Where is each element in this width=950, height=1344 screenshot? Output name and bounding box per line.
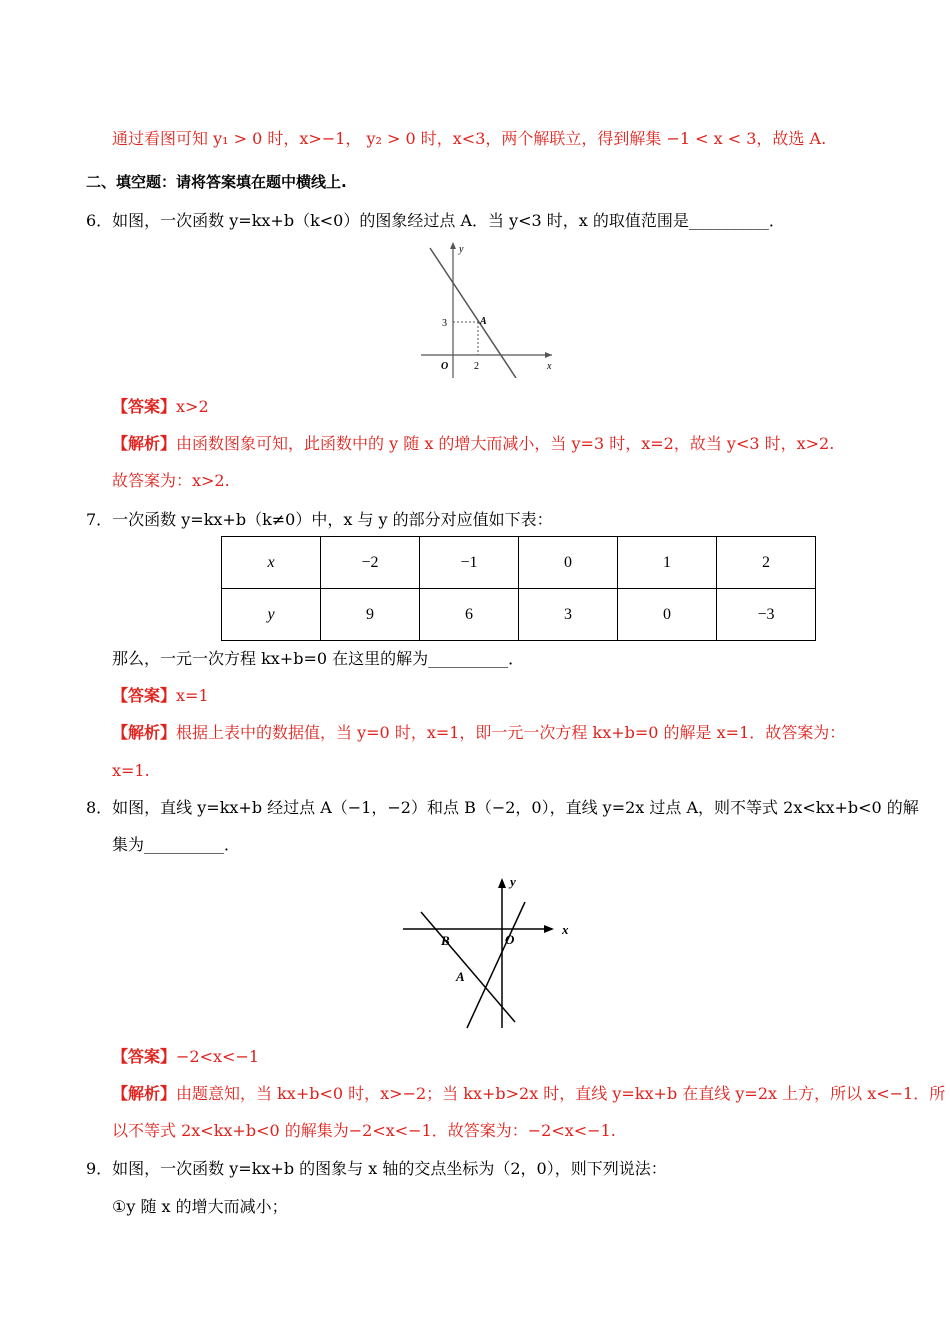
q6-analysis — [112, 432, 834, 456]
q8-y-arrow-icon — [498, 878, 506, 888]
q7-analysis-text: 根据上表中的数据值，当 y=0 时，x=1，即一元一次方程 kx+b=0 的解是 x=1．故答案为： — [176, 723, 846, 742]
q6-line — [430, 248, 516, 378]
q8-answer — [112, 1045, 259, 1069]
table-cell: −2 — [321, 537, 420, 589]
q7-followup: 那么，一元一次方程 kx+b=0 在这里的解为__________． — [112, 649, 525, 668]
q7-analysis — [112, 721, 845, 745]
q6-analysis-tag: 【解析】 — [112, 434, 177, 453]
q8-point-b-label: B — [441, 933, 450, 948]
q8-x-label: x — [562, 922, 569, 937]
top-solution: 通过看图可知 y₁ > 0 时，x>−1， y₂ > 0 时，x<3，两个解联立，得到解集 −1 < x < 3，故选 A. — [112, 129, 827, 148]
q9-question: 9．如图，一次函数 y=kx+b 的图象与 x 轴的交点坐标为（2，0），则下列说法： — [86, 1159, 667, 1178]
q7-analysis-tag: 【解析】 — [112, 723, 177, 742]
q8-question-cont: 集为__________． — [112, 835, 241, 854]
table-cell: x — [222, 537, 321, 589]
table-row — [222, 589, 816, 641]
q7-value-table — [221, 536, 816, 641]
table-cell: −3 — [717, 589, 816, 641]
q6-graph — [415, 238, 560, 378]
q8-graph — [400, 870, 580, 1030]
q8-answer-tag: 【答案】 — [112, 1047, 177, 1066]
q6-y-label: y — [459, 244, 464, 255]
q6-tick-x-label: 2 — [474, 361, 479, 372]
q8-analysis — [112, 1082, 945, 1106]
q8-x-arrow-icon — [544, 925, 554, 933]
q8-analysis-cont: 以不等式 2x<kx+b<0 的解集为−2<x<−1．故答案为：−2<x<−1. — [112, 1121, 616, 1140]
table-cell: 2 — [717, 537, 816, 589]
q9-item-1: ①y 随 x 的增大而减小； — [112, 1197, 288, 1216]
table-cell: y — [222, 589, 321, 641]
q8-question: 8．如图，直线 y=kx+b 经过点 A（−1，−2）和点 B（−2，0），直线 y=2x 过点 A，则不等式 2x<kx+b<0 的解 — [86, 798, 919, 817]
q8-y-label: y — [510, 874, 516, 889]
table-cell: −1 — [420, 537, 519, 589]
q8-answer-text: −2<x<−1 — [176, 1047, 260, 1066]
q8-line-2x — [467, 902, 525, 1028]
q6-answer — [112, 395, 209, 419]
table-cell: 3 — [519, 589, 618, 641]
q8-point-a-label: A — [456, 969, 465, 984]
q8-analysis-text: 由题意知，当 kx+b<0 时，x>−2；当 kx+b>2x 时，直线 y=kx+b 在直线 y=2x 上方，所以 x<−1．所 — [176, 1084, 946, 1103]
q6-y-arrow-icon — [450, 242, 456, 249]
section-heading: 二、填空题：请将答案填在题中横线上. — [86, 173, 347, 191]
q7-answer — [112, 684, 209, 708]
table-cell: 1 — [618, 537, 717, 589]
q7-question: 7．一次函数 y=kx+b（k≠0）中，x 与 y 的部分对应值如下表： — [86, 510, 553, 529]
q6-analysis-text: 由函数图象可知，此函数中的 y 随 x 的增大而减小，当 y=3 时，x=2，故当 y<3 时，x>2. — [176, 434, 835, 453]
q6-x-arrow-icon — [545, 352, 552, 358]
table-cell: 0 — [519, 537, 618, 589]
q7-analysis-cont: x=1. — [112, 761, 150, 780]
q6-tick-y-label: 3 — [442, 318, 447, 329]
q6-point-a-label: A — [480, 316, 487, 327]
q6-answer-tag: 【答案】 — [112, 397, 177, 416]
table-cell: 9 — [321, 589, 420, 641]
table-row — [222, 537, 816, 589]
q8-origin-label: O — [505, 932, 515, 947]
q6-answer-text: x>2 — [176, 397, 209, 416]
q6-conclusion: 故答案为：x>2. — [112, 471, 230, 490]
q7-answer-tag: 【答案】 — [112, 686, 177, 705]
q6-x-label: x — [547, 361, 552, 372]
table-cell: 6 — [420, 589, 519, 641]
q6-question: 6．如图，一次函数 y=kx+b（k<0）的图象经过点 A．当 y<3 时，x 的取值范围是__________． — [86, 211, 785, 230]
q6-origin-label: O — [441, 361, 449, 372]
table-cell: 0 — [618, 589, 717, 641]
q7-answer-text: x=1 — [176, 686, 209, 705]
q8-analysis-tag: 【解析】 — [112, 1084, 177, 1103]
